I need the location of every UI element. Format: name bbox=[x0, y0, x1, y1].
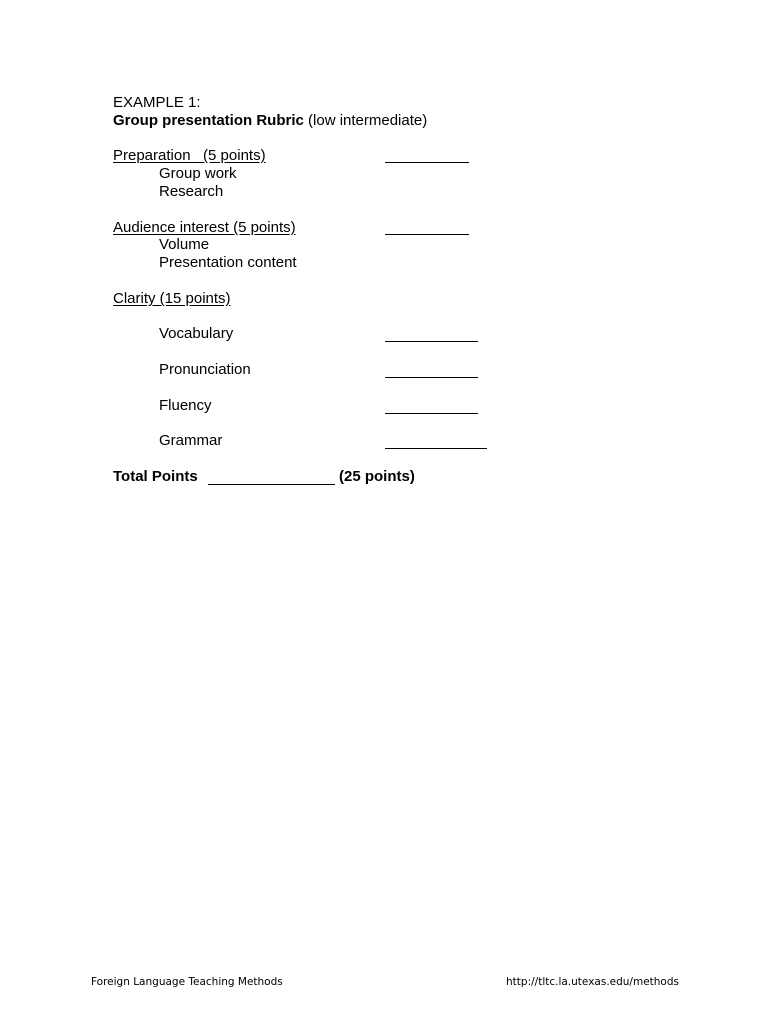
fluency-score-blank bbox=[385, 413, 478, 414]
footer-course-title: Foreign Language Teaching Methods bbox=[91, 976, 283, 988]
vocabulary-score-blank bbox=[385, 341, 478, 342]
total-points-label: Total Points bbox=[113, 468, 198, 485]
rubric-title bbox=[113, 112, 427, 130]
footer-url: http://tltc.la.utexas.edu/methods bbox=[506, 976, 679, 988]
grammar-score-blank bbox=[385, 448, 487, 449]
audience-interest-label: Audience interest (5 points) bbox=[113, 219, 296, 236]
preparation-score-blank bbox=[385, 162, 469, 163]
audience-item-volume: Volume bbox=[159, 236, 210, 253]
pronunciation-score-blank bbox=[385, 377, 478, 378]
preparation-item-research: Research bbox=[159, 183, 224, 200]
clarity-item-vocabulary: Vocabulary bbox=[159, 325, 234, 342]
clarity-item-fluency: Fluency bbox=[159, 397, 212, 414]
clarity-item-grammar: Grammar bbox=[159, 432, 223, 449]
audience-item-presentation-content: Presentation content bbox=[159, 254, 297, 271]
rubric-title-level: (low intermediate) bbox=[308, 112, 428, 129]
example-label: EXAMPLE 1: bbox=[113, 94, 201, 111]
audience-score-blank bbox=[385, 234, 469, 235]
clarity-label: Clarity (15 points) bbox=[113, 290, 231, 307]
total-max-points: (25 points) bbox=[339, 468, 415, 485]
total-score-blank bbox=[208, 484, 335, 485]
preparation-label: Preparation (5 points) bbox=[113, 147, 266, 164]
clarity-item-pronunciation: Pronunciation bbox=[159, 361, 251, 378]
preparation-item-group-work: Group work bbox=[159, 165, 237, 182]
rubric-title-main: Group presentation Rubric bbox=[113, 112, 304, 129]
